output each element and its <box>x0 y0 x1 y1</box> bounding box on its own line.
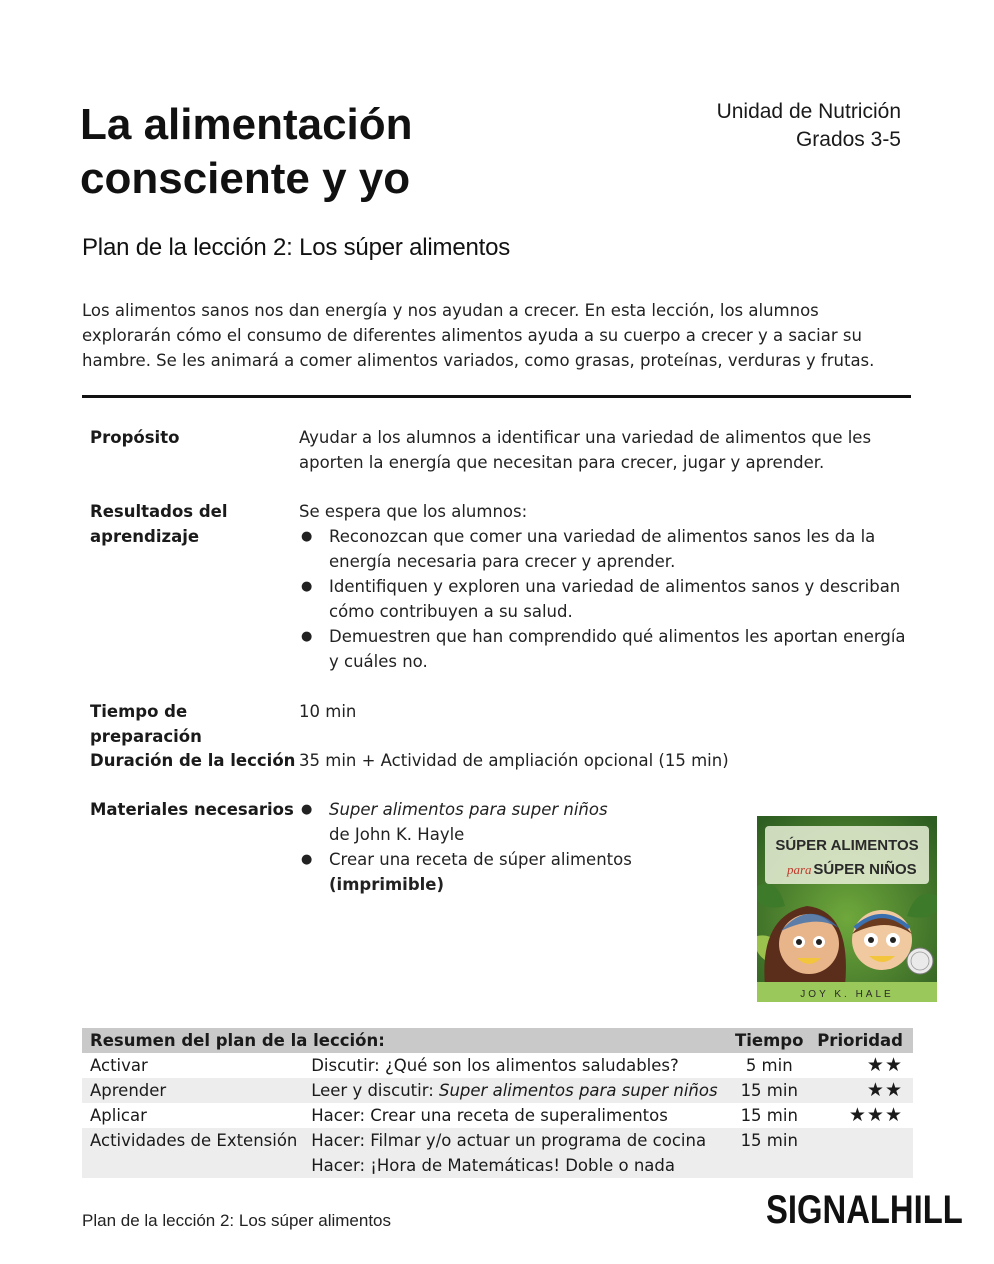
printable-tag: (imprimible) <box>329 875 445 894</box>
prep-value: 10 min <box>299 702 357 721</box>
time-cell: 15 min <box>740 1081 798 1100</box>
activity-line-1: Hacer: Filmar y/o actuar un programa de cocina <box>311 1131 707 1150</box>
priority-stars <box>809 1128 913 1178</box>
printable-item: Crear una receta de súper alimentos <box>329 850 632 869</box>
section-divider <box>82 395 911 398</box>
book-title: ● Super alimentos para super niños <box>329 800 608 819</box>
summary-header-priority: Prioridad <box>817 1031 903 1050</box>
duration-value: 35 min + Actividad de ampliación opcional (15 min) <box>299 751 729 770</box>
intro-paragraph: Los alimentos sanos nos dan energía y nos ayudan a crecer. En esta lección, los alumnos explorarán cómo el consumo de diferentes alimentos ayuda a su cuerpo a crecer y a saciar su hambre. Se les animará a comer alimentos variados, como grasas, proteínas, verduras y frutas. <box>82 301 875 370</box>
summary-header-label: Resumen del plan de la lección: <box>90 1031 385 1050</box>
time-cell: 15 min <box>740 1131 798 1150</box>
unit-name: Unidad de Nutrición <box>716 100 901 123</box>
logo-part-2: HILL <box>889 1188 963 1232</box>
grade-range: Grados 3-5 <box>795 128 901 151</box>
title-line-1: La alimentación <box>80 100 413 149</box>
table-row <box>82 1103 913 1128</box>
prep-label-line-2: preparación <box>90 727 202 746</box>
materials-content <box>299 797 749 897</box>
materials-label: Materiales necesarios <box>90 800 294 819</box>
outcomes-list <box>299 524 909 674</box>
outcomes-intro: Se espera que los alumnos: <box>299 502 528 521</box>
activity-prefix: Leer y discutir: <box>311 1081 439 1100</box>
outcomes-label <box>90 499 290 549</box>
time-cell: 15 min <box>740 1106 798 1125</box>
priority-stars: ★★★ <box>848 1104 903 1126</box>
title-line-2: consciente y yo <box>80 154 411 203</box>
logo-part-1: SIGNAL <box>766 1188 890 1232</box>
activity-cell: Discutir: ¿Qué son los alimentos saludables? <box>311 1056 679 1075</box>
page-footer: Plan de la lección 2: Los súper alimentos <box>82 1211 392 1230</box>
document-title <box>80 98 600 206</box>
prep-label-line-1: Tiempo de <box>90 702 188 721</box>
activity-cell <box>303 1078 729 1103</box>
materials-list <box>299 797 749 897</box>
lesson-summary-table <box>82 1028 913 1178</box>
table-header-row <box>82 1028 913 1053</box>
summary-header-time: Tiempo <box>735 1031 804 1050</box>
purpose-text: Ayudar a los alumnos a identificar una variedad de alimentos que les aporten la energía que necesitan para crecer, jugar y aprender. <box>299 428 872 472</box>
outcomes-content <box>299 499 909 674</box>
book-cover-image <box>757 816 937 1002</box>
lesson-subtitle: Plan de la lección 2: Los súper alimentos <box>82 234 511 261</box>
prep-label <box>90 699 290 749</box>
list-item: ● Reconozcan que comer una variedad de alimentos sanos les da la energía necesaria para crecer y aprender. <box>299 524 909 574</box>
phase-cell: Aplicar <box>90 1106 147 1125</box>
phase-cell: Actividades de Extensión <box>90 1131 298 1150</box>
book-author: de John K. Hayle <box>329 825 465 844</box>
duration-label: Duración de la lección <box>90 751 296 770</box>
unit-info <box>717 98 901 154</box>
cover-author: JOY K. HALE <box>800 989 894 1000</box>
purpose-label: Propósito <box>90 428 180 447</box>
cover-title-line-2: SÚPER NIÑOS <box>813 861 917 878</box>
cover-title-line-1: SÚPER ALIMENTOS <box>775 837 919 854</box>
activity-cell <box>303 1128 729 1178</box>
table-row <box>82 1053 913 1078</box>
cover-title-word: para <box>787 862 812 877</box>
phase-cell: Activar <box>90 1056 148 1075</box>
table-row <box>82 1078 913 1103</box>
table-row <box>82 1128 913 1178</box>
phase-cell: Aprender <box>90 1081 167 1100</box>
priority-stars: ★★ <box>866 1054 903 1076</box>
priority-stars: ★★ <box>866 1079 903 1101</box>
activity-line-2: Hacer: ¡Hora de Matemáticas! Doble o nada <box>311 1156 675 1175</box>
list-item: ● Demuestren que han comprendido qué alimentos les aportan energía y cuáles no. <box>299 624 909 674</box>
outcomes-label-line-1: Resultados del <box>90 502 228 521</box>
activity-book-title: Super alimentos para super niños <box>439 1081 718 1100</box>
time-cell: 5 min <box>745 1056 793 1075</box>
outcomes-label-line-2: aprendizaje <box>90 527 200 546</box>
signal-hill-logo <box>766 1186 963 1234</box>
list-item <box>299 797 749 847</box>
activity-cell: Hacer: Crear una receta de superalimentos <box>311 1106 668 1125</box>
list-item <box>299 847 749 897</box>
list-item: ● Identifiquen y exploren una variedad de alimentos sanos y describan cómo contribuyen a su salud. <box>299 574 909 624</box>
